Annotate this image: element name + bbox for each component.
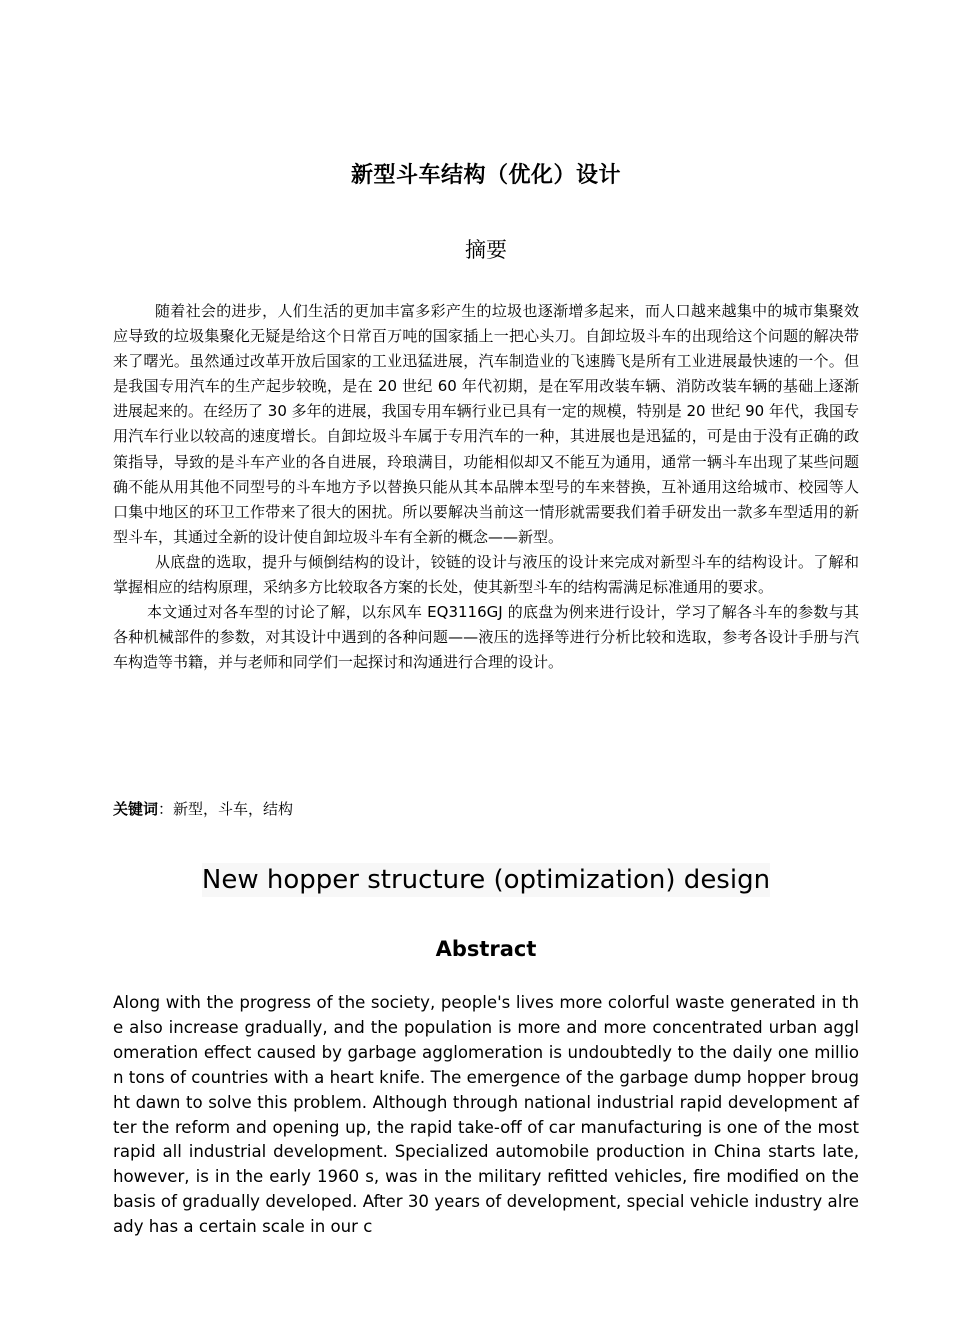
chinese-title: 新型斗车结构（优化）设计: [350, 163, 621, 188]
keywords-line: [113, 798, 293, 819]
chinese-abstract-body: [113, 299, 859, 675]
chinese-paragraph-3: 本文通过对各车型的讨论了解，以东风车 EQ3116GJ 的底盘为例来进行设计，学习了解各斗车的参数与其各种机械部件的参数，对其设计中遇到的各种问题——液压的选择等进行分析比较和选取，参考各设计手册与汽车构造等书籍，并与老师和同学们一起探讨和沟通进行合理的设计。: [113, 603, 859, 672]
english-abstract-body: Along with the progress of the society, people's lives more colorful waste generated in the also increase gradually, and the population is more and more concentrated urban agglomeration effect caused by garbage agglomeration is undoubtedly to the daily one million tons of countries with a heart knife. The emergence of the garbage dump hopper brought dawn to solve this problem. Although through national industrial rapid development after the reform and opening up, the rapid take-off of car manufacturing is one of the most rapid all industrial development. Specialized automobile production in China starts late, however, is in the early 1960 s, was in the military refitted vehicles, fire modified on the basis of gradually developed. After 30 years of development, special vehicle industry already has a certain scale in our c: [113, 993, 859, 1237]
chinese-paragraph-1: 随着社会的进步，人们生活的更加丰富多彩产生的垃圾也逐渐增多起来，而人口越来越集中的城市集聚效应导致的垃圾集聚化无疑是给这个日常百万吨的国家插上一把心头刀。自卸垃圾斗车的出现给这个问题的解决带来了曙光。虽然通过改革开放后国家的工业迅猛进展，汽车制造业的飞速腾飞是所有工业进展最快速的一个。但是我国专用汽车的生产起步较晚，是在 20 世纪 60 年代初期，是在军用改装车辆、消防改装车辆的基础上逐渐进展起来的。在经历了 30 多年的进展，我国专用车辆行业已具有一定的规模，特别是 20 世纪 90 年代，我国专用汽车行业以较高的速度增长。自卸垃圾斗车属于专用汽车的一种，其进展也是迅猛的，可是由于没有正确的政策指导，导致的是斗车产业的各自进展，玲琅满目，功能相似却又不能互为通用，通常一辆斗车出现了某些问题确不能从用其他不同型号的斗车地方予以替换只能从其本品牌本型号的车来替换，互补通用这给城市、校园等人口集中地区的环卫工作带来了很大的困扰。所以要解决当前这一情形就需要我们着手研发出一款多车型适用的新型斗车，其通过全新的设计使自卸垃圾斗车有全新的概念——新型。: [113, 302, 859, 546]
keywords-label: 关键词: [113, 800, 159, 818]
chinese-paragraph-2: 从底盘的选取，提升与倾倒结构的设计，铰链的设计与液压的设计来完成对新型斗车的结构设计。了解和掌握相应的结构原理，采纳多方比较取各方案的长处，使其新型斗车的结构需满足标准通用的要求。: [113, 552, 859, 597]
english-title: New hopper structure (optimization) design: [201, 865, 771, 895]
english-title-wrap: [0, 863, 972, 897]
chinese-abstract-heading: 摘要: [465, 238, 507, 262]
keywords-value: ：新型，斗车，结构: [158, 800, 294, 818]
english-abstract-heading: Abstract: [435, 937, 537, 961]
